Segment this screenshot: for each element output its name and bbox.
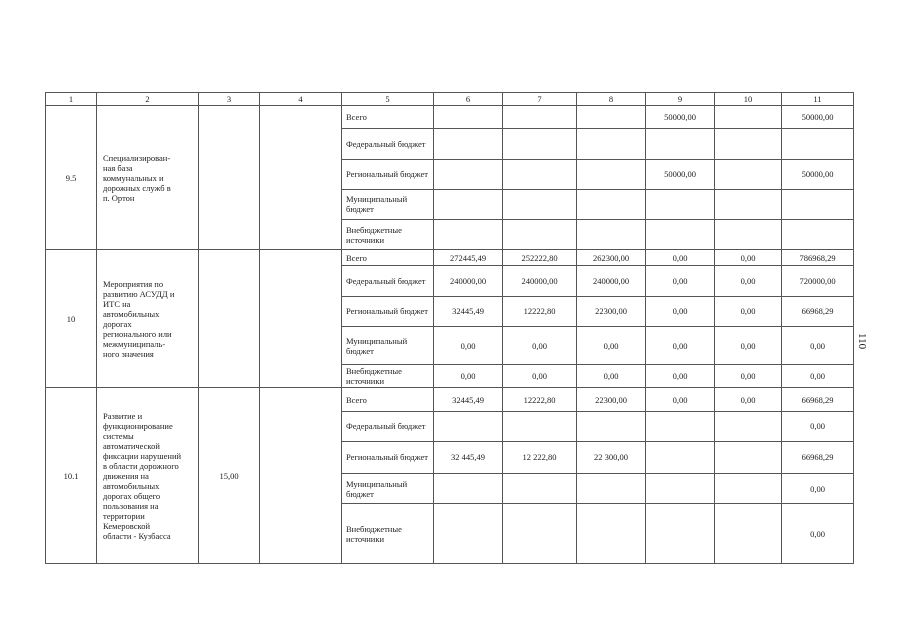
value-cell: 0,00 (646, 365, 715, 388)
value-cell: 240000,00 (503, 266, 577, 296)
value-cell: 0,00 (782, 326, 854, 364)
value-cell: 0,00 (434, 326, 503, 364)
value-cell (715, 474, 782, 504)
value-cell (503, 106, 577, 129)
value-cell (715, 504, 782, 564)
funding-source: Региональный бюджет (342, 159, 434, 189)
value-cell: 22 300,00 (577, 441, 646, 473)
value-cell: 0,00 (782, 411, 854, 441)
value-cell: 50000,00 (646, 159, 715, 189)
header-cell: 3 (199, 93, 260, 106)
table-body (46, 93, 854, 564)
value-cell: 0,00 (715, 266, 782, 296)
value-cell: 50000,00 (782, 106, 854, 129)
funding-source: Федеральный бюджет (342, 411, 434, 441)
value-cell: 720000,00 (782, 266, 854, 296)
value-cell (646, 189, 715, 219)
funding-source: Внебюджетные источники (342, 220, 434, 250)
value-cell: 50000,00 (782, 159, 854, 189)
value-cell: 22300,00 (577, 296, 646, 326)
value-cell: 240000,00 (577, 266, 646, 296)
value-cell: 66968,29 (782, 296, 854, 326)
value-cell (782, 220, 854, 250)
value-cell (503, 504, 577, 564)
value-cell: 0,00 (577, 365, 646, 388)
value-cell: 32445,49 (434, 296, 503, 326)
value-cell: 32445,49 (434, 388, 503, 411)
item-col3 (199, 250, 260, 388)
funding-source: Муниципальный бюджет (342, 474, 434, 504)
item-col4 (260, 388, 342, 564)
header-cell: 8 (577, 93, 646, 106)
header-cell: 6 (434, 93, 503, 106)
funding-source: Муниципальный бюджет (342, 326, 434, 364)
value-cell (646, 441, 715, 473)
value-cell (577, 129, 646, 159)
value-cell (577, 159, 646, 189)
funding-source: Внебюджетные источники (342, 504, 434, 564)
header-cell: 1 (46, 93, 97, 106)
value-cell (715, 159, 782, 189)
funding-source: Всего (342, 250, 434, 266)
item-number: 10.1 (46, 388, 97, 564)
funding-source: Всего (342, 388, 434, 411)
value-cell: 0,00 (646, 388, 715, 411)
value-cell: 50000,00 (646, 106, 715, 129)
value-cell (715, 106, 782, 129)
value-cell (715, 129, 782, 159)
item-number: 9.5 (46, 106, 97, 250)
funding-source: Всего (342, 106, 434, 129)
value-cell (503, 220, 577, 250)
value-cell (715, 189, 782, 219)
value-cell (782, 189, 854, 219)
value-cell: 262300,00 (577, 250, 646, 266)
value-cell (577, 474, 646, 504)
value-cell: 0,00 (646, 266, 715, 296)
header-cell: 2 (97, 93, 199, 106)
value-cell: 0,00 (646, 250, 715, 266)
value-cell: 12222,80 (503, 296, 577, 326)
value-cell: 0,00 (782, 504, 854, 564)
value-cell: 272445,49 (434, 250, 503, 266)
value-cell (434, 504, 503, 564)
value-cell: 0,00 (434, 365, 503, 388)
value-cell (577, 220, 646, 250)
item-col3: 15,00 (199, 388, 260, 564)
header-cell: 9 (646, 93, 715, 106)
header-row (46, 93, 854, 106)
value-cell (434, 220, 503, 250)
page-number: 110 (856, 333, 868, 350)
value-cell (577, 411, 646, 441)
funding-source: Федеральный бюджет (342, 129, 434, 159)
value-cell: 0,00 (715, 365, 782, 388)
value-cell: 12222,80 (503, 388, 577, 411)
funding-source: Региональный бюджет (342, 296, 434, 326)
value-cell (646, 411, 715, 441)
value-cell: 22300,00 (577, 388, 646, 411)
value-cell: 240000,00 (434, 266, 503, 296)
value-cell: 0,00 (782, 474, 854, 504)
item-name: Развитие и функционирование системы автоматической фиксации нарушений в области дорожного движения на автомобильных дорогах общего пользования на территории Кемеровской области - Кузбасса (97, 388, 199, 564)
item-col4 (260, 106, 342, 250)
value-cell: 66968,29 (782, 388, 854, 411)
header-cell: 10 (715, 93, 782, 106)
value-cell: 0,00 (646, 296, 715, 326)
funding-source: Муниципальный бюджет (342, 189, 434, 219)
value-cell: 12 222,80 (503, 441, 577, 473)
value-cell (503, 411, 577, 441)
table-row (46, 106, 854, 129)
value-cell (434, 129, 503, 159)
value-cell (503, 474, 577, 504)
budget-table (45, 92, 854, 564)
value-cell (715, 220, 782, 250)
funding-source: Федеральный бюджет (342, 266, 434, 296)
value-cell: 0,00 (715, 326, 782, 364)
value-cell (646, 220, 715, 250)
value-cell: 0,00 (715, 250, 782, 266)
table-row (46, 388, 854, 411)
value-cell (434, 474, 503, 504)
value-cell: 252222,80 (503, 250, 577, 266)
value-cell (577, 189, 646, 219)
value-cell (434, 106, 503, 129)
header-cell: 11 (782, 93, 854, 106)
value-cell: 0,00 (503, 365, 577, 388)
value-cell (503, 189, 577, 219)
value-cell (646, 474, 715, 504)
item-name: Специализирован- ная база коммунальных и дорожных служб в п. Ортон (97, 106, 199, 250)
header-cell: 4 (260, 93, 342, 106)
value-cell: 0,00 (715, 296, 782, 326)
item-number: 10 (46, 250, 97, 388)
table-row (46, 250, 854, 266)
value-cell: 0,00 (503, 326, 577, 364)
value-cell: 0,00 (715, 388, 782, 411)
value-cell (646, 129, 715, 159)
value-cell (715, 441, 782, 473)
header-cell: 5 (342, 93, 434, 106)
item-name: Мероприятия по развитию АСУДД и ИТС на автомобильных дорогах регионального или межмуниципаль- ного значения (97, 250, 199, 388)
value-cell (503, 159, 577, 189)
value-cell: 786968,29 (782, 250, 854, 266)
value-cell: 0,00 (646, 326, 715, 364)
value-cell (434, 189, 503, 219)
item-col3 (199, 106, 260, 250)
value-cell (577, 106, 646, 129)
value-cell (782, 129, 854, 159)
item-col4 (260, 250, 342, 388)
value-cell: 32 445,49 (434, 441, 503, 473)
value-cell: 66968,29 (782, 441, 854, 473)
value-cell: 0,00 (577, 326, 646, 364)
funding-source: Региональный бюджет (342, 441, 434, 473)
funding-source: Внебюджетные источники (342, 365, 434, 388)
value-cell: 0,00 (782, 365, 854, 388)
header-cell: 7 (503, 93, 577, 106)
value-cell (715, 411, 782, 441)
value-cell (434, 411, 503, 441)
value-cell (646, 504, 715, 564)
value-cell (503, 129, 577, 159)
value-cell (434, 159, 503, 189)
value-cell (577, 504, 646, 564)
